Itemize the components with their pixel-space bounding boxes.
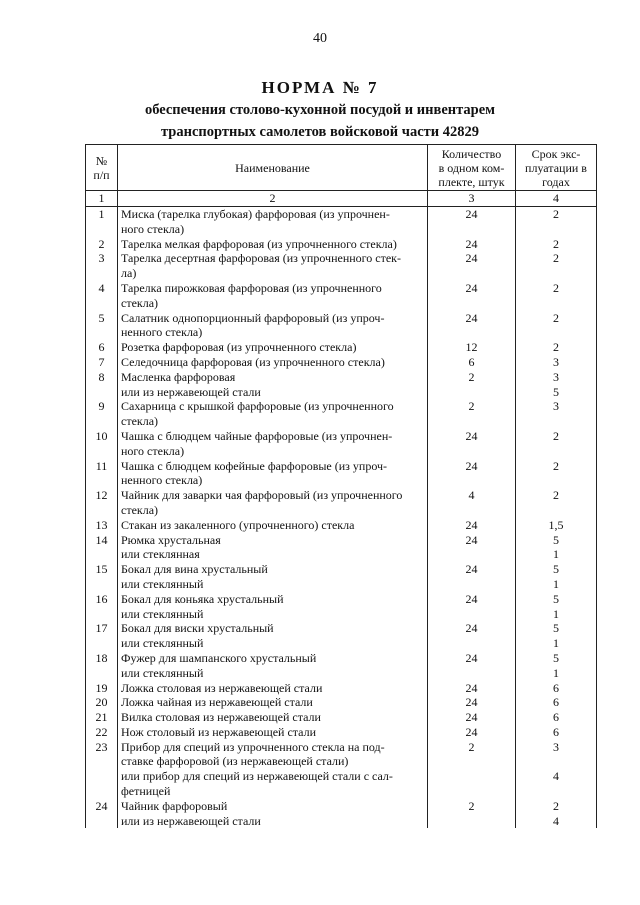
item-quantity: 6 [428, 355, 516, 370]
row-number: 17 [86, 621, 118, 651]
item-name: Чашка с блюдцем кофейные фарфоровые (из упроч- ненного стекла) [118, 459, 428, 489]
item-term: 5 1 [516, 621, 597, 651]
item-term: 3 [516, 355, 597, 370]
item-term: 2 [516, 311, 597, 341]
row-number: 8 [86, 370, 118, 400]
row-number: 11 [86, 459, 118, 489]
column-numbers-row [86, 191, 597, 207]
table-row [86, 311, 597, 341]
item-name: Рюмка хрустальная или стеклянная [118, 533, 428, 563]
item-quantity: 4 [428, 488, 516, 518]
row-number: 18 [86, 651, 118, 681]
item-term: 5 1 [516, 651, 597, 681]
row-number: 16 [86, 592, 118, 622]
item-term: 2 [516, 429, 597, 459]
item-quantity: 24 [428, 281, 516, 311]
item-quantity: 2 [428, 370, 516, 400]
item-term: 3 4 [516, 740, 597, 799]
table-row [86, 340, 597, 355]
item-term: 5 1 [516, 562, 597, 592]
norm-subtitle-line-2: транспортных самолетов войсковой части 42829 [160, 124, 479, 140]
row-number: 24 [86, 799, 118, 829]
column-number: 4 [516, 191, 597, 207]
item-name: Бокал для коньяка хрустальный или стеклянный [118, 592, 428, 622]
item-name: Ложка чайная из нержавеющей стали [118, 695, 428, 710]
table-row [86, 710, 597, 725]
table-row [86, 488, 597, 518]
table-row [86, 281, 597, 311]
item-name: Масленка фарфоровая или из нержавеющей стали [118, 370, 428, 400]
column-number: 1 [86, 191, 118, 207]
table-row [86, 621, 597, 651]
table-row [86, 429, 597, 459]
table-row [86, 459, 597, 489]
item-quantity: 2 [428, 740, 516, 799]
item-name: Чайник для заварки чая фарфоровый (из упрочненного стекла) [118, 488, 428, 518]
document-heading [0, 78, 640, 142]
item-name: Салатник однопорционный фарфоровый (из упроч- ненного стекла) [118, 311, 428, 341]
table-row [86, 592, 597, 622]
row-number: 13 [86, 518, 118, 533]
item-term: 6 [516, 710, 597, 725]
item-quantity: 24 [428, 592, 516, 622]
row-number: 15 [86, 562, 118, 592]
item-quantity: 24 [428, 207, 516, 237]
item-term: 2 [516, 488, 597, 518]
item-quantity: 24 [428, 621, 516, 651]
column-number: 2 [118, 191, 428, 207]
row-number: 23 [86, 740, 118, 799]
header-term: Срок экс- плуатации в годах [516, 145, 597, 191]
table-row [86, 725, 597, 740]
row-number: 14 [86, 533, 118, 563]
row-number: 5 [86, 311, 118, 341]
item-name: Сахарница с крышкой фарфоровые (из упрочненного стекла) [118, 399, 428, 429]
table-row [86, 355, 597, 370]
table-row [86, 370, 597, 400]
table-row [86, 740, 597, 799]
table-row [86, 799, 597, 829]
item-term: 2 [516, 459, 597, 489]
row-number: 3 [86, 251, 118, 281]
norm-title: НОРМА № 7 [261, 78, 379, 97]
row-number: 20 [86, 695, 118, 710]
item-name: Миска (тарелка глубокая) фарфоровая (из упрочнен- ного стекла) [118, 207, 428, 237]
item-name: Вилка столовая из нержавеющей стали [118, 710, 428, 725]
item-quantity: 24 [428, 725, 516, 740]
item-quantity: 24 [428, 710, 516, 725]
header-name: Наименование [118, 145, 428, 191]
item-name: Ложка столовая из нержавеющей стали [118, 681, 428, 696]
item-name: Бокал для виски хрустальный или стеклянный [118, 621, 428, 651]
item-name: Стакан из закаленного (упрочненного) стекла [118, 518, 428, 533]
item-term: 3 [516, 399, 597, 429]
item-term: 6 [516, 681, 597, 696]
item-name: Бокал для вина хрустальный или стеклянный [118, 562, 428, 592]
item-term: 2 [516, 237, 597, 252]
row-number: 10 [86, 429, 118, 459]
column-number: 3 [428, 191, 516, 207]
item-term: 5 1 [516, 592, 597, 622]
item-quantity: 24 [428, 459, 516, 489]
item-term: 6 [516, 725, 597, 740]
item-term: 2 4 [516, 799, 597, 829]
item-quantity: 2 [428, 799, 516, 829]
item-quantity: 24 [428, 562, 516, 592]
item-quantity: 24 [428, 695, 516, 710]
header-number: № п/п [86, 145, 118, 191]
item-name: Чайник фарфоровый или из нержавеющей стали [118, 799, 428, 829]
item-quantity: 24 [428, 311, 516, 341]
item-term: 6 [516, 695, 597, 710]
item-name: Прибор для специй из упрочненного стекла на под- ставке фарфоровой (из нержавеющей стали) или прибор для специй из нержавеющей стали с сал- фетницей [118, 740, 428, 799]
row-number: 22 [86, 725, 118, 740]
row-number: 4 [86, 281, 118, 311]
item-term: 3 5 [516, 370, 597, 400]
table-row [86, 695, 597, 710]
row-number: 1 [86, 207, 118, 237]
item-quantity: 24 [428, 681, 516, 696]
table-row [86, 251, 597, 281]
item-quantity: 24 [428, 651, 516, 681]
item-quantity: 24 [428, 518, 516, 533]
row-number: 19 [86, 681, 118, 696]
table-row [86, 562, 597, 592]
table-row [86, 237, 597, 252]
item-name: Тарелка мелкая фарфоровая (из упрочненного стекла) [118, 237, 428, 252]
item-name: Нож столовый из нержавеющей стали [118, 725, 428, 740]
table-header-row [86, 145, 597, 191]
table-row [86, 399, 597, 429]
item-name: Чашка с блюдцем чайные фарфоровые (из упрочнен- ного стекла) [118, 429, 428, 459]
item-name: Розетка фарфоровая (из упрочненного стекла) [118, 340, 428, 355]
item-name: Селедочница фарфоровая (из упрочненного стекла) [118, 355, 428, 370]
row-number: 2 [86, 237, 118, 252]
page-number: 40 [313, 31, 327, 46]
item-quantity: 12 [428, 340, 516, 355]
item-quantity: 2 [428, 399, 516, 429]
norm-subtitle-line-1: обеспечения столово-кухонной посудой и инвентарем [144, 102, 496, 118]
item-term: 2 [516, 207, 597, 237]
norm-table [85, 144, 597, 828]
table-row [86, 533, 597, 563]
table-row [86, 651, 597, 681]
item-quantity: 24 [428, 251, 516, 281]
table-row [86, 681, 597, 696]
item-name: Тарелка десертная фарфоровая (из упрочненного стек- ла) [118, 251, 428, 281]
table-row [86, 518, 597, 533]
item-term: 5 1 [516, 533, 597, 563]
item-quantity: 24 [428, 237, 516, 252]
item-name: Фужер для шампанского хрустальный или стеклянный [118, 651, 428, 681]
item-term: 1,5 [516, 518, 597, 533]
row-number: 7 [86, 355, 118, 370]
header-quantity: Количество в одном ком- плекте, штук [428, 145, 516, 191]
item-quantity: 24 [428, 429, 516, 459]
row-number: 12 [86, 488, 118, 518]
row-number: 21 [86, 710, 118, 725]
item-term: 2 [516, 251, 597, 281]
row-number: 9 [86, 399, 118, 429]
item-name: Тарелка пирожковая фарфоровая (из упрочненного стекла) [118, 281, 428, 311]
item-quantity: 24 [428, 533, 516, 563]
table-row [86, 207, 597, 237]
item-term: 2 [516, 281, 597, 311]
row-number: 6 [86, 340, 118, 355]
item-term: 2 [516, 340, 597, 355]
